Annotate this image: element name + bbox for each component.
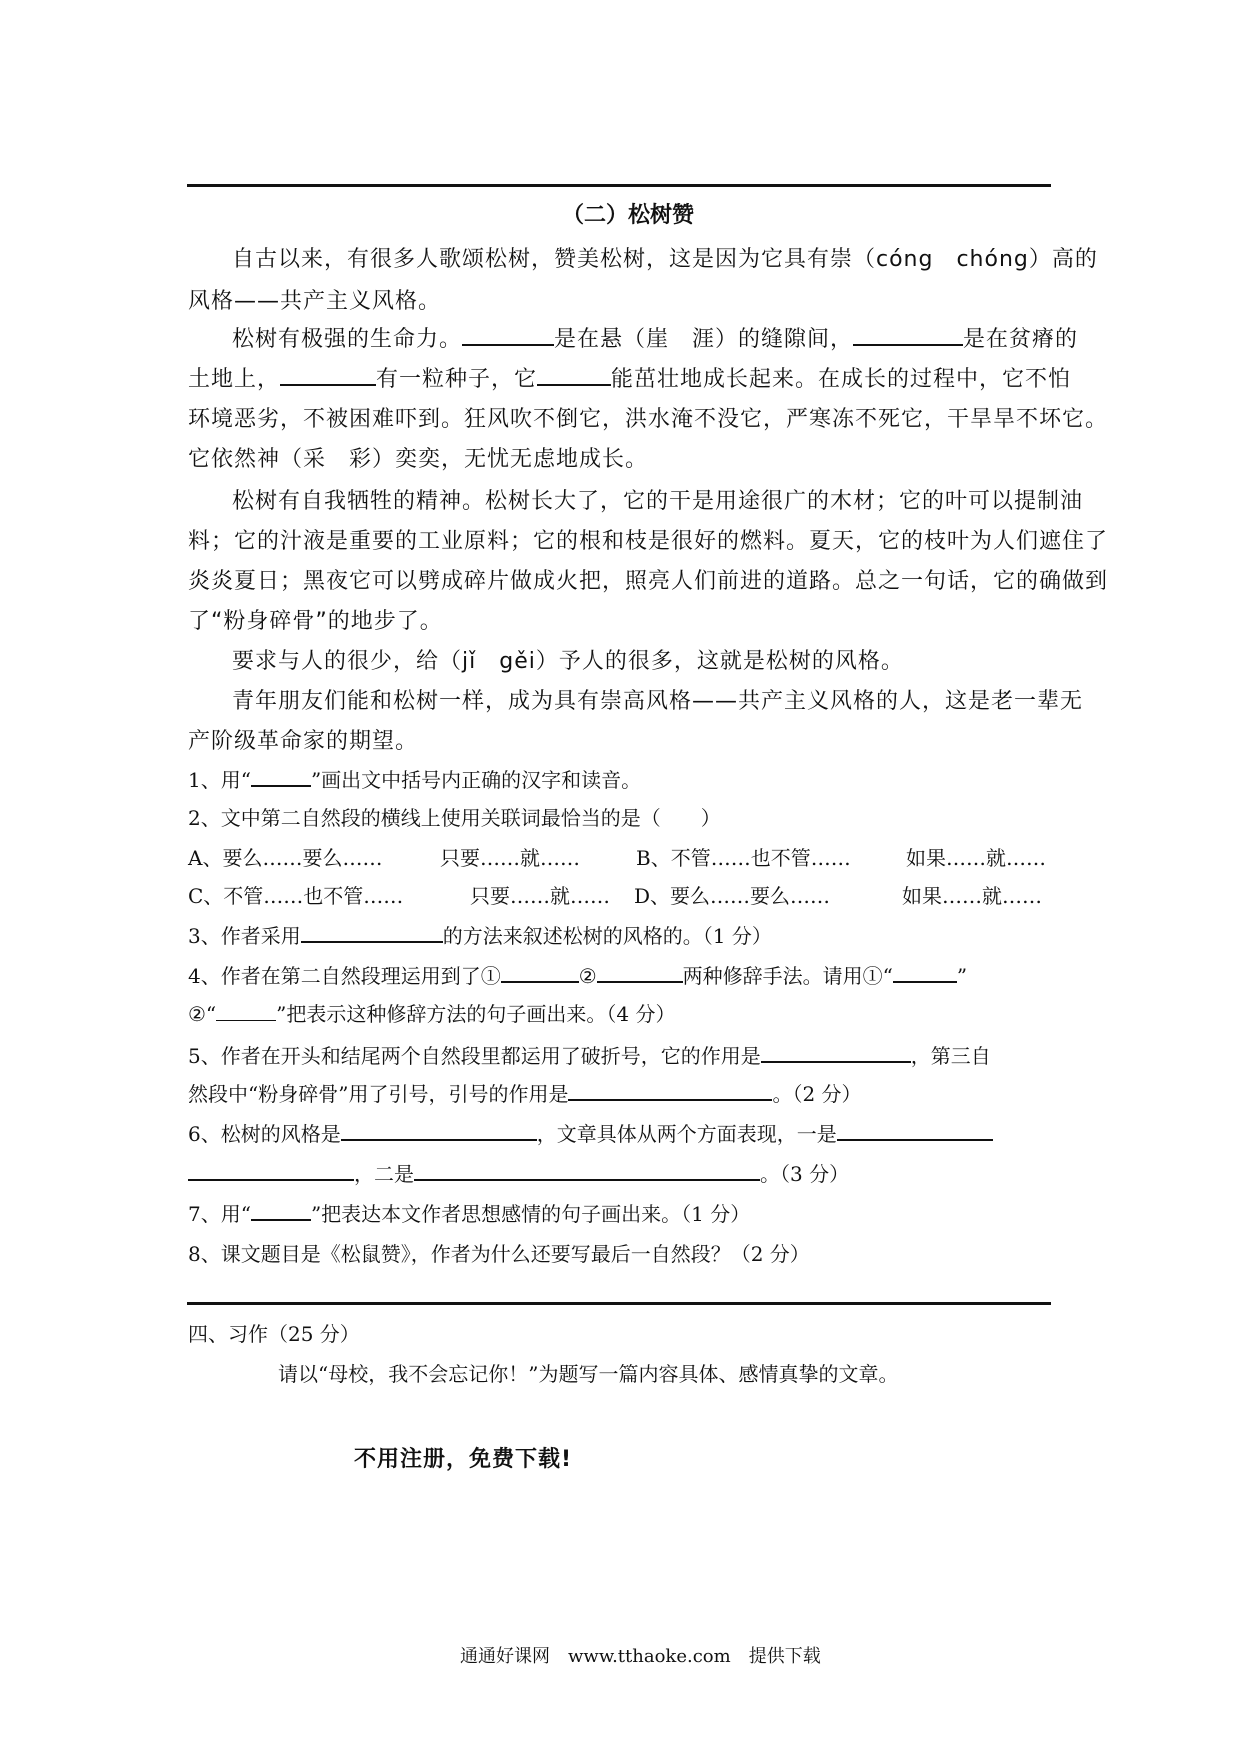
q2-option-b: B、不管……也不管……	[636, 846, 851, 870]
para2-line3: 环境恶劣，不被困难吓到。狂风吹不倒它，洪水淹不没它，严寒冻不死它，干旱旱不坏它。	[188, 407, 1109, 432]
q2-option-d: D、要么……要么……	[634, 884, 831, 908]
q2-option-b2: 如果……就……	[906, 846, 1046, 870]
q1-blank[interactable]	[251, 765, 311, 787]
question-7	[188, 1198, 750, 1227]
q6-blank-4[interactable]	[414, 1159, 760, 1181]
q2-option-c2: 只要……就……	[470, 884, 610, 908]
para2-line1	[232, 322, 1078, 353]
q7-text: ”把表达本文作者思想感情的句子画出来。（1 分）	[310, 1202, 751, 1226]
q3-text: 的方法来叙述松树的风格的。（1 分）	[442, 924, 772, 948]
question-5-line1	[188, 1040, 991, 1069]
q2-option-c: C、不管……也不管……	[188, 884, 404, 908]
q5-blank-1[interactable]	[761, 1041, 911, 1063]
para3-line3: 炎炎夏日；黑夜它可以劈成碎片做成火把，照亮人们前进的道路。总之一句话，它的确做到	[188, 569, 1109, 594]
q2-option-a2: 只要……就……	[440, 846, 580, 870]
q7-blank[interactable]	[251, 1199, 311, 1221]
q5-text: ，第三自	[910, 1044, 991, 1068]
para3-line1: 松树有自我牺牲的精神。松树长大了，它的干是用途很广的木材；它的叶可以提制油	[232, 489, 1084, 514]
q5-text: 然段中“粉身碎骨”用了引号，引号的作用是	[188, 1082, 569, 1106]
q4-text: 4、作者在第二自然段理运用到了①	[188, 964, 501, 988]
download-notice: 不用注册，免费下载!	[354, 1447, 573, 1472]
q1-text: 1、用“	[188, 768, 251, 792]
page-footer: 通通好课网 www.tthaoke.com 提供下载	[460, 1646, 821, 1667]
question-6-line2	[188, 1158, 849, 1187]
para2-line4: 它依然神（采 彩）奕奕，无忧无虑地成长。	[188, 447, 649, 472]
q5-text: 。（2 分）	[772, 1082, 862, 1106]
q4-text: ”	[956, 964, 968, 988]
para2-text: 能茁壮地成长起来。在成长的过程中，它不怕	[611, 367, 1072, 392]
passage-title: （二）松树赞	[562, 203, 695, 228]
para2-text: 是在悬（崖 涯）的缝隙间，	[554, 327, 854, 352]
q4-text: ②	[578, 964, 597, 988]
q7-text: 7、用“	[188, 1202, 251, 1226]
question-1	[188, 764, 641, 793]
para1-line2: 风格——共产主义风格。	[188, 289, 442, 314]
question-5-line2	[188, 1078, 862, 1107]
para2-text: 土地上，	[188, 367, 281, 392]
q2-option-d2: 如果……就……	[902, 884, 1042, 908]
section-rule	[187, 1302, 1051, 1305]
q4-blank-4[interactable]	[216, 1000, 276, 1021]
q4-blank-3[interactable]	[893, 961, 957, 983]
blank-4[interactable]	[537, 364, 611, 386]
question-3	[188, 920, 772, 949]
blank-3[interactable]	[280, 364, 376, 386]
para3-line4: 了“粉身碎骨”的地步了。	[188, 609, 443, 634]
question-4-line2	[188, 998, 675, 1027]
para2-text: 是在贫瘠的	[963, 327, 1079, 352]
q4-text: ②“	[188, 1002, 217, 1026]
top-rule	[187, 184, 1051, 187]
para2-text: 松树有极强的生命力。	[232, 327, 463, 352]
para1-line1: 自古以来，有很多人歌颂松树，赞美松树，这是因为它具有崇（cóng chóng）高的	[232, 247, 1098, 272]
q6-text: 6、松树的风格是	[188, 1122, 341, 1146]
question-4-line1	[188, 960, 967, 989]
q6-blank-1[interactable]	[341, 1119, 537, 1141]
blank-1[interactable]	[462, 324, 554, 346]
para3-line2: 料；它的汁液是重要的工业原料；它的根和枝是很好的燃料。夏天，它的枝叶为人们遮住了	[188, 529, 1109, 554]
para2-line2	[188, 362, 1071, 393]
q3-blank[interactable]	[301, 921, 443, 943]
para5-line1: 青年朋友们能和松树一样，成为具有崇高风格——共产主义风格的人，这是老一辈无	[232, 689, 1084, 714]
q5-text: 5、作者在开头和结尾两个自然段里都运用了破折号，它的作用是	[188, 1044, 761, 1068]
q4-blank-1[interactable]	[501, 961, 579, 983]
writing-heading: 四、习作（25 分）	[188, 1322, 360, 1346]
para4: 要求与人的很少，给（jǐ gěi）予人的很多，这就是松树的风格。	[232, 649, 904, 674]
q5-blank-2[interactable]	[568, 1079, 772, 1101]
q3-text: 3、作者采用	[188, 924, 301, 948]
q6-text: 。（3 分）	[760, 1162, 850, 1186]
q6-blank-3[interactable]	[188, 1159, 354, 1181]
q6-text: ，二是	[354, 1162, 414, 1186]
q2-option-a: A、要么……要么……	[188, 846, 383, 870]
blank-2[interactable]	[853, 324, 963, 346]
question-2: 2、文中第二自然段的横线上使用关联词最恰当的是（ ）	[188, 806, 721, 830]
question-8: 8、课文题目是《松鼠赞》，作者为什么还要写最后一自然段？（2 分）	[188, 1242, 810, 1266]
q1-text: ”画出文中括号内正确的汉字和读音。	[310, 768, 642, 792]
writing-prompt: 请以“母校，我不会忘记你！”为题写一篇内容具体、感情真挚的文章。	[278, 1362, 899, 1386]
question-6-line1	[188, 1118, 993, 1147]
q4-text: 两种修辞手法。请用①“	[682, 964, 893, 988]
q4-text: ”把表示这种修辞方法的句子画出来。（4 分）	[276, 1002, 676, 1026]
q6-blank-2[interactable]	[837, 1119, 993, 1141]
para2-text: 有一粒种子，它	[376, 367, 538, 392]
q6-text: ，文章具体从两个方面表现，一是	[536, 1122, 837, 1146]
q4-blank-2[interactable]	[597, 961, 683, 983]
para5-line2: 产阶级革命家的期望。	[188, 729, 419, 754]
